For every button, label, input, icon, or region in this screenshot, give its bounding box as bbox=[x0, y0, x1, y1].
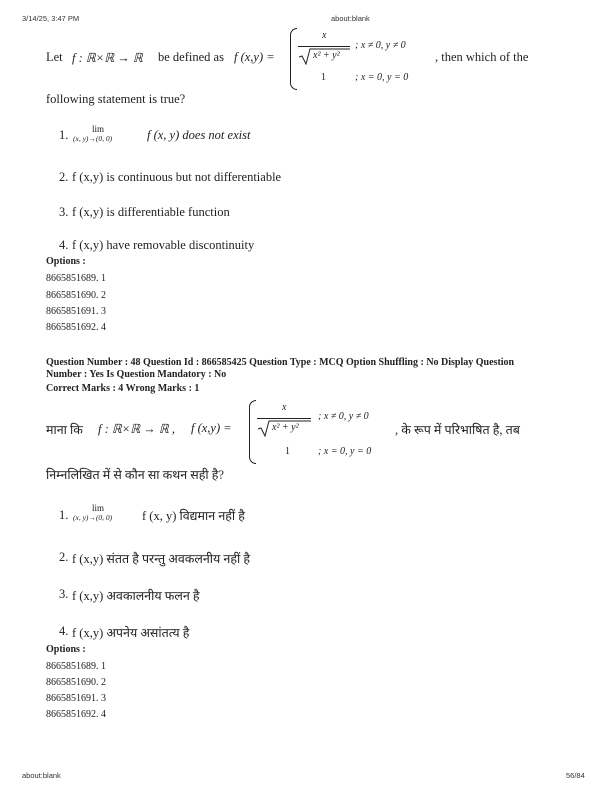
print-page-title: about:blank bbox=[331, 14, 370, 23]
choice-number: 1. bbox=[59, 128, 69, 142]
q1-option-id: 8665851690. 2 bbox=[46, 290, 106, 301]
lim-label: lim bbox=[92, 124, 105, 134]
meta-line-1: Question Number : 48 Question Id : 866585425 Question Type : MCQ Option Shuffling : No Display Question bbox=[46, 357, 515, 368]
q2-func: f (x,y) = bbox=[191, 421, 232, 435]
q2-cond2: ; x = 0, y = 0 bbox=[318, 446, 372, 457]
choice-text: f (x,y) अवकालनीय फलन है bbox=[72, 589, 200, 603]
q1-option-id: 8665851691. 3 bbox=[46, 306, 106, 317]
choice-number: 4. bbox=[59, 624, 69, 638]
choice-text: f (x,y) अपनेय असांतत्य है bbox=[72, 626, 190, 640]
lim-subscript: (x, y)→(0, 0) bbox=[73, 513, 113, 522]
q2-options-label: Options : bbox=[46, 644, 86, 655]
footer-page-number: 56/84 bbox=[566, 771, 585, 780]
choice-number: 3. bbox=[59, 205, 69, 219]
q1-frac-num: x bbox=[322, 30, 327, 41]
q1-defined-as: be defined as bbox=[158, 50, 224, 64]
q1-func: f (x,y) = bbox=[234, 50, 275, 64]
print-timestamp: 3/14/25, 3:47 PM bbox=[22, 14, 80, 23]
choice-number: 2. bbox=[59, 170, 69, 184]
lim-label: lim bbox=[92, 503, 105, 513]
choice-text: f (x, y) does not exist bbox=[147, 128, 251, 142]
meta-line-2: Number : Yes Is Question Mandatory : No bbox=[46, 369, 227, 380]
choice-text: f (x,y) is continuous but not differentiable bbox=[72, 170, 282, 184]
q2-brace bbox=[249, 400, 256, 464]
q2-prefix: माना कि bbox=[46, 423, 83, 437]
q1-brace bbox=[290, 28, 297, 90]
choice-number: 2. bbox=[59, 550, 69, 564]
footer-url: about:blank bbox=[22, 771, 61, 780]
q1-val2: 1 bbox=[321, 72, 326, 83]
choice-number: 4. bbox=[59, 238, 69, 252]
q1-suffix: , then which of the bbox=[435, 50, 529, 64]
q2-frac-num: x bbox=[282, 402, 287, 413]
lim-subscript: (x, y)→(0, 0) bbox=[73, 134, 113, 143]
q1-line2: following statement is true? bbox=[46, 92, 186, 106]
q1-cond2: ; x = 0, y = 0 bbox=[355, 72, 409, 83]
q1-cond1: ; x ≠ 0, y ≠ 0 bbox=[355, 40, 406, 51]
choice-text: f (x,y) have removable discontinuity bbox=[72, 238, 255, 252]
q1-frac-den: x² + y² bbox=[313, 50, 340, 61]
q2-cond1: ; x ≠ 0, y ≠ 0 bbox=[318, 411, 369, 422]
meta-line-3: Correct Marks : 4 Wrong Marks : 1 bbox=[46, 383, 200, 394]
q2-option-id: 8665851690. 2 bbox=[46, 677, 106, 688]
choice-text: f (x,y) is differentiable function bbox=[72, 205, 230, 219]
q2-option-id: 8665851692. 4 bbox=[46, 709, 106, 720]
q1-option-id: 8665851689. 1 bbox=[46, 273, 106, 284]
q2-frac-den: x² + y² bbox=[272, 422, 299, 433]
q2-mapping: f : ℝ×ℝ → ℝ , bbox=[98, 422, 176, 436]
q2-option-id: 8665851691. 3 bbox=[46, 693, 106, 704]
q1-options-label: Options : bbox=[46, 256, 86, 267]
q2-val2: 1 bbox=[285, 446, 290, 457]
q2-option-id: 8665851689. 1 bbox=[46, 661, 106, 672]
choice-text: f (x, y) विद्यमान नहीं है bbox=[142, 509, 245, 523]
q2-suffix: , के रूप में परिभाषित है, तब bbox=[395, 423, 520, 437]
q1-option-id: 8665851692. 4 bbox=[46, 322, 106, 333]
q2-line2: निम्नलिखित में से कौन सा कथन सही है? bbox=[46, 468, 224, 482]
choice-text: f (x,y) संतत है परन्तु अवकलनीय नहीं है bbox=[72, 552, 250, 566]
choice-number: 1. bbox=[59, 508, 69, 522]
q1-let: Let bbox=[46, 50, 63, 64]
q1-mapping: f : ℝ×ℝ → ℝ bbox=[72, 51, 143, 65]
choice-number: 3. bbox=[59, 587, 69, 601]
